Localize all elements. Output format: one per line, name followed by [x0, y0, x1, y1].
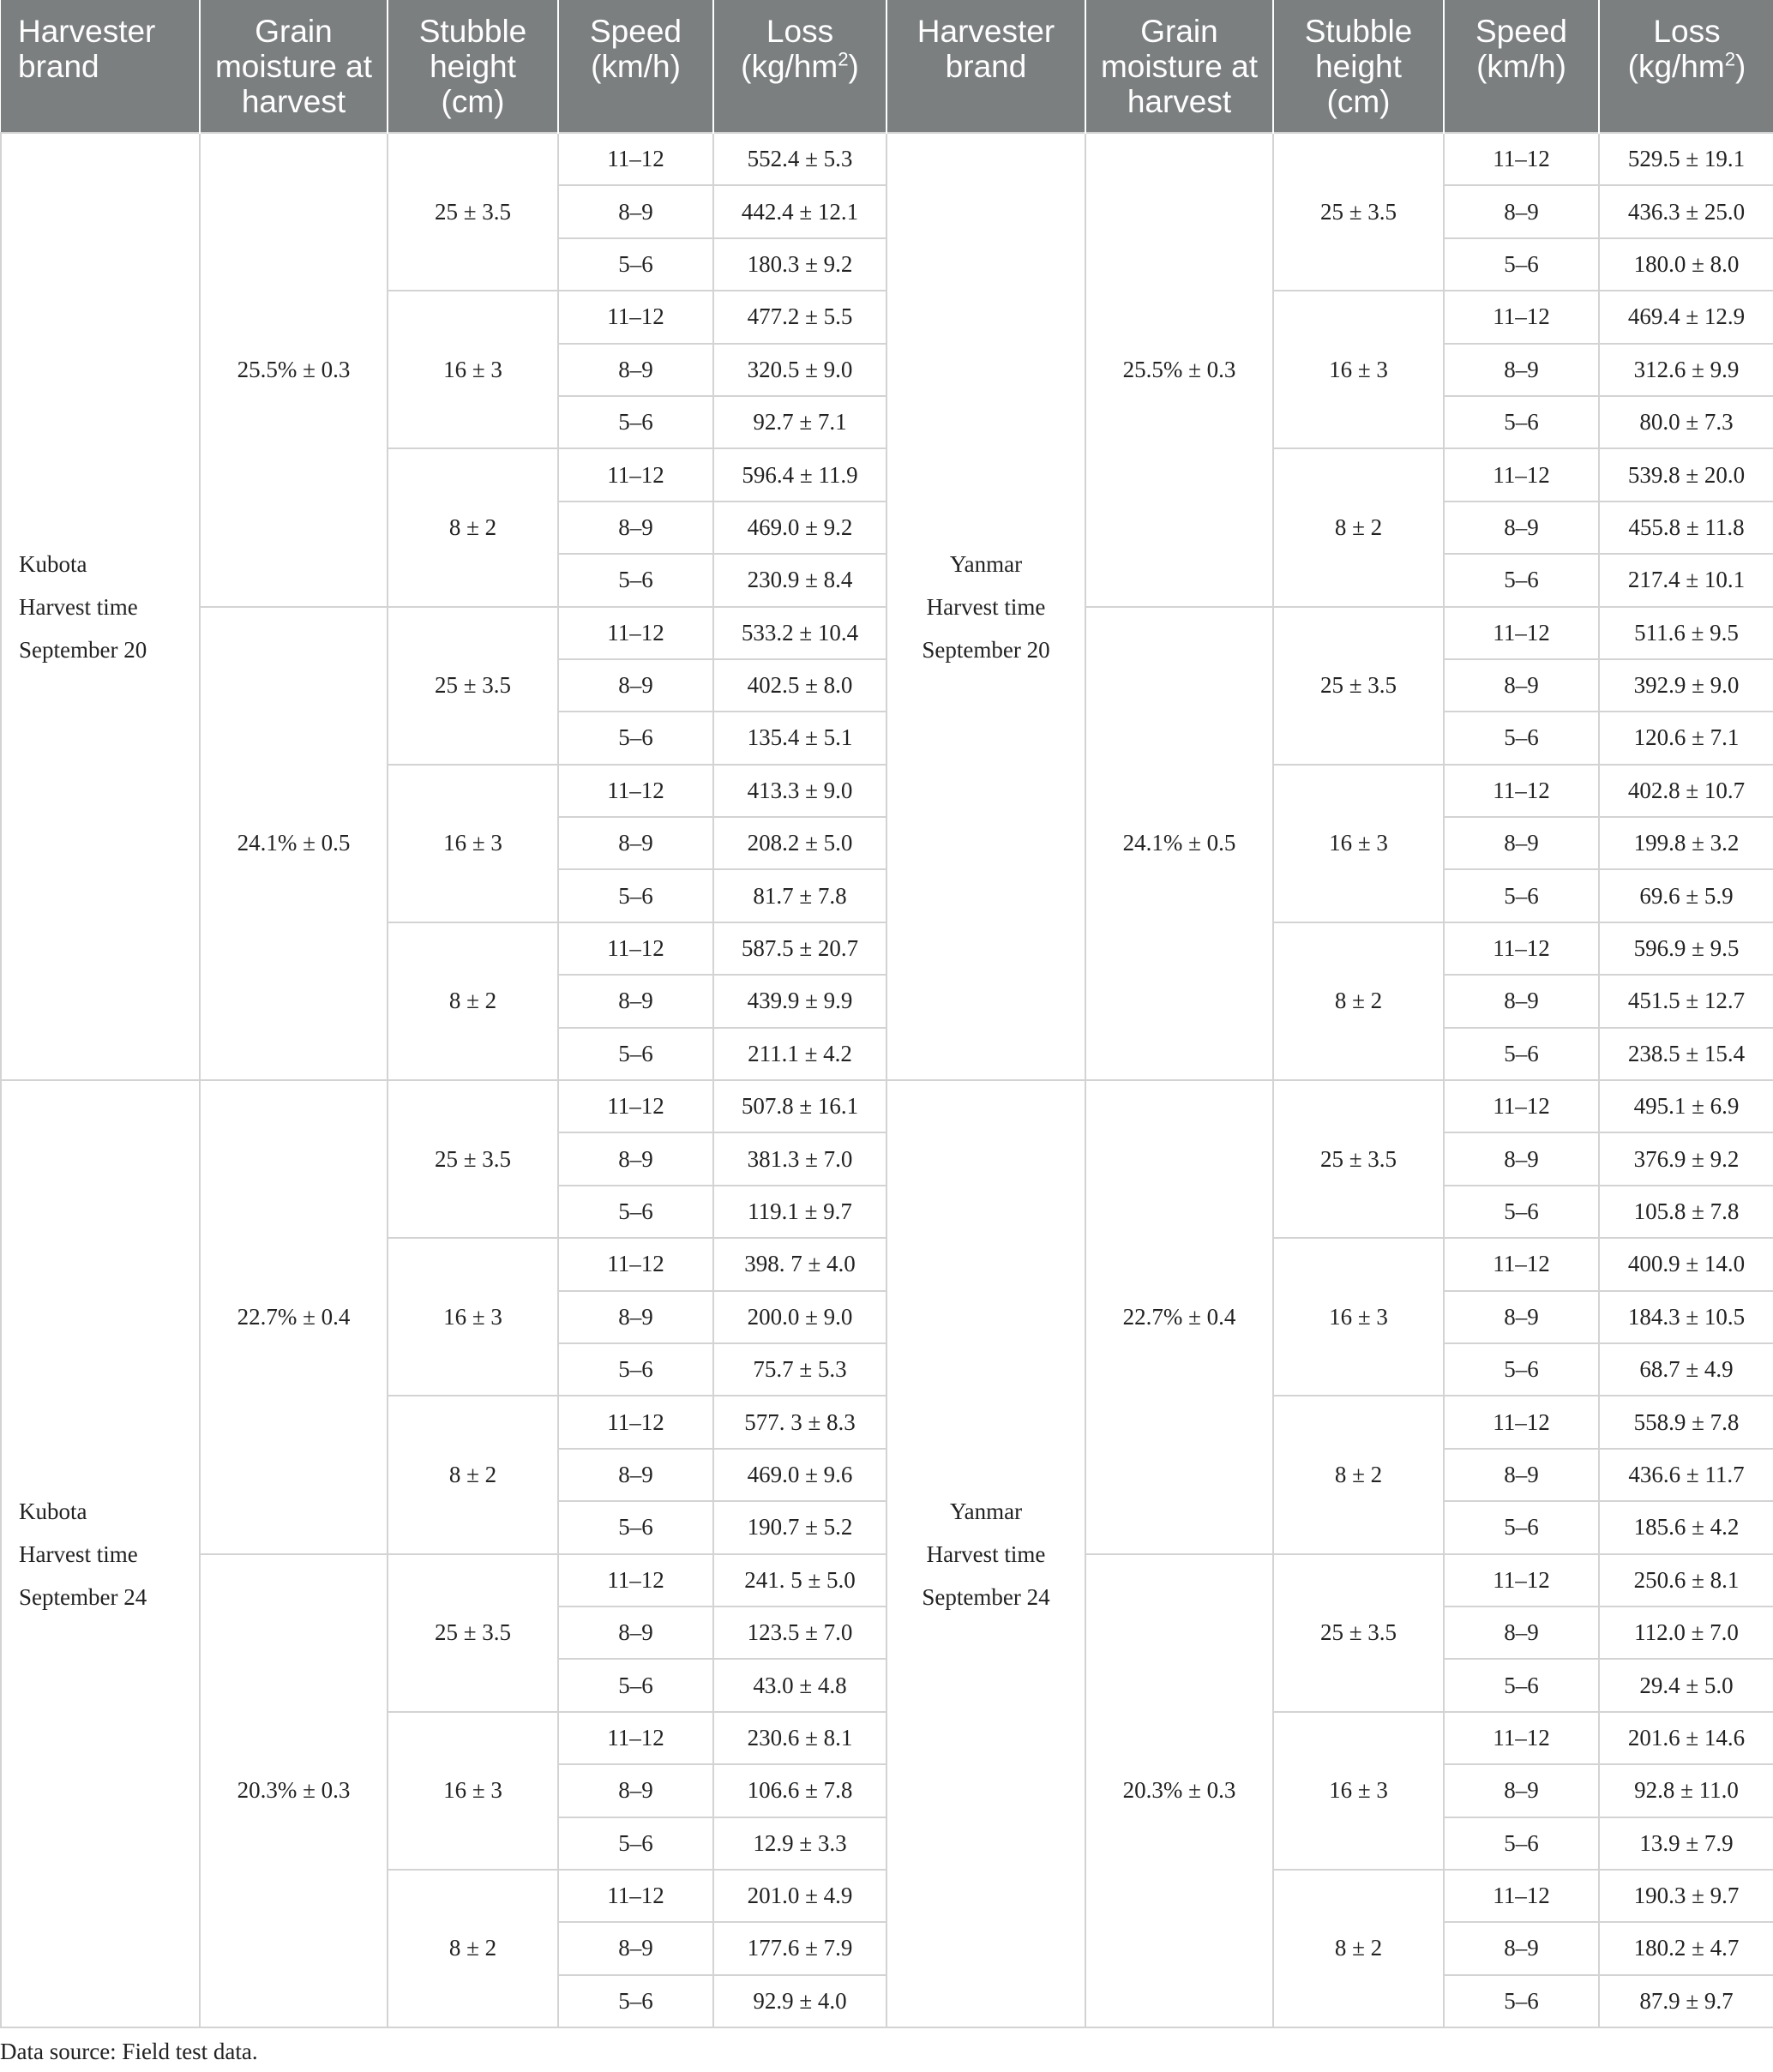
loss-cell-right: 539.8 ± 20.0	[1599, 448, 1773, 501]
speed-cell-left: 8–9	[558, 1449, 713, 1501]
speed-cell-left: 8–9	[558, 659, 713, 712]
speed-cell-left: 11–12	[558, 448, 713, 501]
speed-cell-left: 5–6	[558, 396, 713, 448]
header-moisture-left: Grain moisture at harvest	[200, 0, 388, 133]
speed-cell-left: 11–12	[558, 1554, 713, 1607]
speed-cell-left: 11–12	[558, 291, 713, 343]
header-speed-right: Speed (km/h)	[1444, 0, 1599, 133]
speed-cell-left: 11–12	[558, 765, 713, 817]
loss-cell-right: 217.4 ± 10.1	[1599, 554, 1773, 606]
speed-cell-right: 5–6	[1444, 1817, 1599, 1870]
speed-cell-left: 11–12	[558, 1080, 713, 1132]
moisture-cell-right: 20.3% ± 0.3	[1085, 1554, 1273, 2028]
speed-cell-right: 11–12	[1444, 1396, 1599, 1448]
loss-cell-left: 200.0 ± 9.0	[713, 1291, 886, 1343]
stubble-cell-right: 16 ± 3	[1273, 291, 1444, 448]
speed-cell-right: 11–12	[1444, 1554, 1599, 1607]
stubble-cell-right: 8 ± 2	[1273, 1396, 1444, 1553]
loss-cell-right: 105.8 ± 7.8	[1599, 1186, 1773, 1238]
brand-line: Kubota	[19, 550, 87, 577]
speed-cell-right: 8–9	[1444, 1449, 1599, 1501]
loss-cell-left: 402.5 ± 8.0	[713, 659, 886, 712]
stubble-cell-right: 8 ± 2	[1273, 922, 1444, 1080]
stubble-cell-right: 25 ± 3.5	[1273, 133, 1444, 291]
speed-cell-left: 11–12	[558, 1712, 713, 1764]
speed-cell-right: 11–12	[1444, 1870, 1599, 1922]
loss-cell-left: 469.0 ± 9.2	[713, 501, 886, 554]
speed-cell-right: 8–9	[1444, 1291, 1599, 1343]
loss-cell-right: 13.9 ± 7.9	[1599, 1817, 1773, 1870]
speed-cell-left: 11–12	[558, 607, 713, 659]
loss-cell-right: 596.9 ± 9.5	[1599, 922, 1773, 975]
moisture-cell-left: 24.1% ± 0.5	[200, 607, 388, 1081]
brand-line: Harvest time	[19, 593, 138, 620]
speed-cell-right: 5–6	[1444, 238, 1599, 291]
speed-cell-left: 5–6	[558, 1817, 713, 1870]
loss-cell-left: 477.2 ± 5.5	[713, 291, 886, 343]
speed-cell-right: 8–9	[1444, 1764, 1599, 1817]
loss-cell-left: 413.3 ± 9.0	[713, 765, 886, 817]
speed-cell-right: 11–12	[1444, 765, 1599, 817]
brand-line: Yanmar	[949, 1498, 1023, 1524]
loss-cell-left: 533.2 ± 10.4	[713, 607, 886, 659]
speed-cell-left: 8–9	[558, 1922, 713, 1974]
loss-cell-left: 119.1 ± 9.7	[713, 1186, 886, 1238]
stubble-cell-left: 16 ± 3	[388, 765, 558, 922]
moisture-cell-left: 20.3% ± 0.3	[200, 1554, 388, 2028]
speed-cell-right: 8–9	[1444, 1922, 1599, 1974]
brand-line: Harvest time	[926, 1540, 1046, 1567]
speed-cell-right: 8–9	[1444, 1607, 1599, 1659]
speed-cell-right: 5–6	[1444, 554, 1599, 606]
stubble-cell-right: 25 ± 3.5	[1273, 1080, 1444, 1238]
header-loss-left	[713, 0, 886, 133]
loss-cell-left: 208.2 ± 5.0	[713, 817, 886, 869]
speed-cell-left: 8–9	[558, 817, 713, 869]
speed-cell-left: 5–6	[558, 1501, 713, 1553]
speed-cell-left: 5–6	[558, 712, 713, 764]
loss-cell-right: 392.9 ± 9.0	[1599, 659, 1773, 712]
loss-cell-right: 199.8 ± 3.2	[1599, 817, 1773, 869]
speed-cell-left: 5–6	[558, 1975, 713, 2027]
speed-cell-left: 8–9	[558, 501, 713, 554]
stubble-cell-right: 8 ± 2	[1273, 448, 1444, 606]
loss-cell-right: 511.6 ± 9.5	[1599, 607, 1773, 659]
loss-cell-left: 43.0 ± 4.8	[713, 1659, 886, 1711]
speed-cell-right: 8–9	[1444, 1132, 1599, 1185]
loss-cell-left: 92.9 ± 4.0	[713, 1975, 886, 2027]
speed-cell-right: 8–9	[1444, 344, 1599, 396]
moisture-cell-right: 22.7% ± 0.4	[1085, 1080, 1273, 1554]
speed-cell-left: 8–9	[558, 1132, 713, 1185]
stubble-cell-right: 16 ± 3	[1273, 765, 1444, 922]
loss-cell-right: 92.8 ± 11.0	[1599, 1764, 1773, 1817]
loss-cell-left: 81.7 ± 7.8	[713, 869, 886, 922]
loss-cell-left: 177.6 ± 7.9	[713, 1922, 886, 1974]
loss-cell-right: 185.6 ± 4.2	[1599, 1501, 1773, 1553]
speed-cell-right: 5–6	[1444, 1343, 1599, 1396]
loss-superscript: 2	[1724, 48, 1736, 70]
loss-cell-left: 135.4 ± 5.1	[713, 712, 886, 764]
loss-cell-right: 201.6 ± 14.6	[1599, 1712, 1773, 1764]
stubble-cell-right: 16 ± 3	[1273, 1238, 1444, 1396]
speed-cell-left: 5–6	[558, 1186, 713, 1238]
loss-cell-left: 230.6 ± 8.1	[713, 1712, 886, 1764]
brand-line: Harvest time	[19, 1540, 138, 1567]
speed-cell-right: 5–6	[1444, 712, 1599, 764]
header-speed-left: Speed (km/h)	[558, 0, 713, 133]
speed-cell-left: 5–6	[558, 1343, 713, 1396]
loss-cell-left: 442.4 ± 12.1	[713, 185, 886, 237]
loss-cell-left: 320.5 ± 9.0	[713, 344, 886, 396]
speed-cell-right: 11–12	[1444, 1238, 1599, 1290]
speed-cell-left: 8–9	[558, 975, 713, 1027]
loss-cell-left: 398. 7 ± 4.0	[713, 1238, 886, 1290]
loss-cell-right: 69.6 ± 5.9	[1599, 869, 1773, 922]
stubble-cell-left: 25 ± 3.5	[388, 607, 558, 765]
loss-cell-right: 402.8 ± 10.7	[1599, 765, 1773, 817]
loss-cell-left: 12.9 ± 3.3	[713, 1817, 886, 1870]
speed-cell-left: 8–9	[558, 1291, 713, 1343]
loss-cell-right: 400.9 ± 14.0	[1599, 1238, 1773, 1290]
brand-line: September 20	[19, 636, 147, 663]
loss-label-close: )	[848, 49, 859, 84]
brand-line: Kubota	[19, 1498, 87, 1524]
stubble-cell-right: 16 ± 3	[1273, 1712, 1444, 1870]
loss-cell-left: 92.7 ± 7.1	[713, 396, 886, 448]
speed-cell-right: 8–9	[1444, 659, 1599, 712]
speed-cell-right: 5–6	[1444, 1975, 1599, 2027]
header-loss-right	[1599, 0, 1773, 133]
loss-cell-left: 190.7 ± 5.2	[713, 1501, 886, 1553]
loss-cell-right: 180.2 ± 4.7	[1599, 1922, 1773, 1974]
stubble-cell-left: 25 ± 3.5	[388, 133, 558, 291]
loss-cell-left: 552.4 ± 5.3	[713, 133, 886, 185]
loss-cell-right: 184.3 ± 10.5	[1599, 1291, 1773, 1343]
moisture-cell-right: 25.5% ± 0.3	[1085, 133, 1273, 607]
loss-cell-right: 529.5 ± 19.1	[1599, 133, 1773, 185]
brand-cell-right	[886, 1080, 1085, 2027]
speed-cell-left: 11–12	[558, 1396, 713, 1448]
loss-label: Loss (kg/hm	[741, 14, 838, 84]
header-brand-right: Harvester brand	[886, 0, 1085, 133]
header-brand-left: Harvester brand	[1, 0, 200, 133]
stubble-cell-left: 8 ± 2	[388, 1870, 558, 2027]
loss-cell-left: 180.3 ± 9.2	[713, 238, 886, 291]
brand-cell-left	[1, 133, 200, 1080]
speed-cell-left: 8–9	[558, 1764, 713, 1817]
brand-line: Harvest time	[926, 593, 1046, 620]
stubble-cell-right: 8 ± 2	[1273, 1870, 1444, 2027]
loss-cell-left: 123.5 ± 7.0	[713, 1607, 886, 1659]
moisture-cell-left: 22.7% ± 0.4	[200, 1080, 388, 1554]
speed-cell-right: 11–12	[1444, 922, 1599, 975]
speed-cell-right: 5–6	[1444, 1501, 1599, 1553]
loss-superscript: 2	[838, 48, 849, 70]
speed-cell-right: 8–9	[1444, 501, 1599, 554]
loss-cell-right: 80.0 ± 7.3	[1599, 396, 1773, 448]
header-row	[1, 0, 1773, 133]
loss-cell-right: 436.3 ± 25.0	[1599, 185, 1773, 237]
stubble-cell-left: 25 ± 3.5	[388, 1080, 558, 1238]
speed-cell-left: 11–12	[558, 133, 713, 185]
speed-cell-right: 8–9	[1444, 185, 1599, 237]
speed-cell-right: 11–12	[1444, 1712, 1599, 1764]
header-stubble-right: Stubble height (cm)	[1273, 0, 1444, 133]
moisture-cell-right: 24.1% ± 0.5	[1085, 607, 1273, 1081]
speed-cell-left: 5–6	[558, 1028, 713, 1080]
loss-cell-right: 190.3 ± 9.7	[1599, 1870, 1773, 1922]
loss-cell-left: 75.7 ± 5.3	[713, 1343, 886, 1396]
loss-cell-left: 596.4 ± 11.9	[713, 448, 886, 501]
table-row	[1, 133, 1773, 185]
loss-cell-left: 230.9 ± 8.4	[713, 554, 886, 606]
speed-cell-right: 8–9	[1444, 817, 1599, 869]
loss-cell-left: 211.1 ± 4.2	[713, 1028, 886, 1080]
loss-cell-left: 106.6 ± 7.8	[713, 1764, 886, 1817]
speed-cell-right: 11–12	[1444, 291, 1599, 343]
loss-cell-right: 250.6 ± 8.1	[1599, 1554, 1773, 1607]
header-moisture-right: Grain moisture at harvest	[1085, 0, 1273, 133]
speed-cell-left: 5–6	[558, 554, 713, 606]
brand-line: September 20	[922, 636, 1050, 663]
loss-label-close: )	[1735, 49, 1746, 84]
speed-cell-right: 5–6	[1444, 396, 1599, 448]
speed-cell-left: 5–6	[558, 869, 713, 922]
speed-cell-left: 8–9	[558, 185, 713, 237]
brand-line: September 24	[19, 1583, 147, 1610]
stubble-cell-left: 8 ± 2	[388, 1396, 558, 1553]
speed-cell-right: 8–9	[1444, 975, 1599, 1027]
loss-cell-right: 180.0 ± 8.0	[1599, 238, 1773, 291]
speed-cell-right: 11–12	[1444, 448, 1599, 501]
speed-cell-right: 5–6	[1444, 1186, 1599, 1238]
speed-cell-left: 5–6	[558, 1659, 713, 1711]
stubble-cell-left: 16 ± 3	[388, 1712, 558, 1870]
loss-cell-right: 112.0 ± 7.0	[1599, 1607, 1773, 1659]
stubble-cell-right: 25 ± 3.5	[1273, 1554, 1444, 1712]
loss-cell-left: 469.0 ± 9.6	[713, 1449, 886, 1501]
loss-cell-left: 241. 5 ± 5.0	[713, 1554, 886, 1607]
loss-cell-right: 455.8 ± 11.8	[1599, 501, 1773, 554]
speed-cell-right: 5–6	[1444, 1659, 1599, 1711]
loss-cell-right: 238.5 ± 15.4	[1599, 1028, 1773, 1080]
stubble-cell-left: 25 ± 3.5	[388, 1554, 558, 1712]
loss-cell-right: 87.9 ± 9.7	[1599, 1975, 1773, 2027]
brand-cell-left	[1, 1080, 200, 2027]
brand-cell-right	[886, 133, 1085, 1080]
header-stubble-left: Stubble height (cm)	[388, 0, 558, 133]
table-body	[1, 133, 1773, 2027]
loss-cell-left: 439.9 ± 9.9	[713, 975, 886, 1027]
speed-cell-left: 11–12	[558, 1238, 713, 1290]
loss-cell-right: 469.4 ± 12.9	[1599, 291, 1773, 343]
loss-cell-right: 451.5 ± 12.7	[1599, 975, 1773, 1027]
speed-cell-left: 11–12	[558, 922, 713, 975]
loss-cell-left: 587.5 ± 20.7	[713, 922, 886, 975]
loss-cell-right: 376.9 ± 9.2	[1599, 1132, 1773, 1185]
loss-cell-right: 436.6 ± 11.7	[1599, 1449, 1773, 1501]
brand-line: September 24	[922, 1583, 1050, 1610]
stubble-cell-left: 16 ± 3	[388, 1238, 558, 1396]
speed-cell-left: 8–9	[558, 344, 713, 396]
loss-cell-left: 381.3 ± 7.0	[713, 1132, 886, 1185]
speed-cell-right: 11–12	[1444, 133, 1599, 185]
loss-cell-right: 120.6 ± 7.1	[1599, 712, 1773, 764]
loss-cell-left: 507.8 ± 16.1	[713, 1080, 886, 1132]
loss-cell-right: 29.4 ± 5.0	[1599, 1659, 1773, 1711]
loss-label: Loss (kg/hm	[1627, 14, 1725, 84]
speed-cell-right: 5–6	[1444, 1028, 1599, 1080]
speed-cell-right: 11–12	[1444, 607, 1599, 659]
speed-cell-left: 5–6	[558, 238, 713, 291]
loss-cell-left: 201.0 ± 4.9	[713, 1870, 886, 1922]
table-row	[1, 1080, 1773, 1132]
stubble-cell-left: 8 ± 2	[388, 448, 558, 606]
brand-line: Yanmar	[949, 550, 1023, 577]
stubble-cell-right: 25 ± 3.5	[1273, 607, 1444, 765]
loss-cell-right: 68.7 ± 4.9	[1599, 1343, 1773, 1396]
data-source-note: Data source: Field test data.	[0, 2039, 258, 2064]
stubble-cell-left: 16 ± 3	[388, 291, 558, 448]
loss-cell-left: 577. 3 ± 8.3	[713, 1396, 886, 1448]
loss-cell-right: 312.6 ± 9.9	[1599, 344, 1773, 396]
speed-cell-right: 11–12	[1444, 1080, 1599, 1132]
loss-cell-right: 558.9 ± 7.8	[1599, 1396, 1773, 1448]
speed-cell-right: 5–6	[1444, 869, 1599, 922]
loss-cell-right: 495.1 ± 6.9	[1599, 1080, 1773, 1132]
moisture-cell-left: 25.5% ± 0.3	[200, 133, 388, 607]
stubble-cell-left: 8 ± 2	[388, 922, 558, 1080]
speed-cell-left: 11–12	[558, 1870, 713, 1922]
speed-cell-left: 8–9	[558, 1607, 713, 1659]
